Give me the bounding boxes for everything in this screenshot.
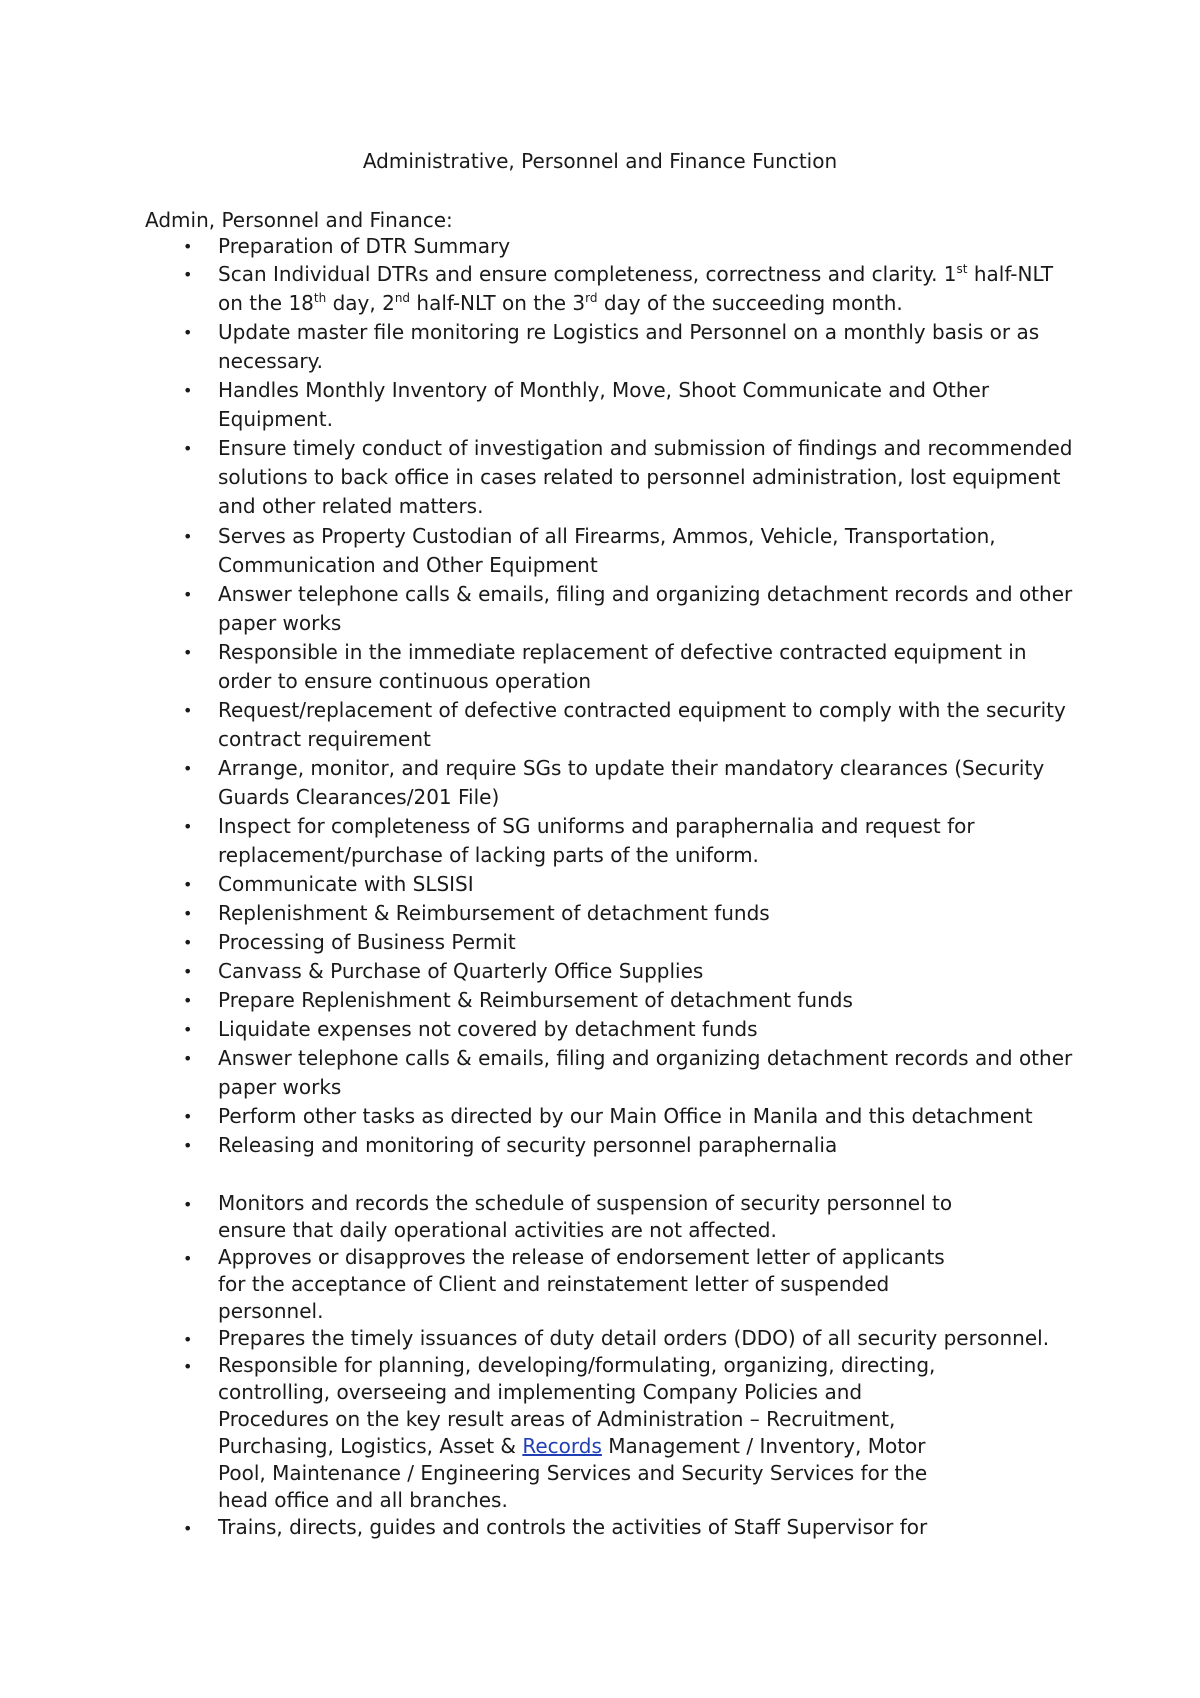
bullet-icon: • [183,1330,193,1349]
bullet-icon: • [183,1195,193,1214]
list-item-text: and other related matters. [218,494,484,518]
bullet-icon: • [183,1107,193,1126]
list-item-text: Replenishment & Reimbursement of detachment funds [218,901,770,925]
list-item-text: Scan Individual DTRs and ensure completeness, correctness and clarity. 1st half-NLT [218,262,1054,286]
list-item-text: Responsible in the immediate replacement of defective contracted equipment in [218,640,1027,664]
list-item-text: Liquidate expenses not covered by detachment funds [218,1017,758,1041]
list-item-text: Preparation of DTR Summary [218,234,511,258]
list-item-text: Arrange, monitor, and require SGs to update their mandatory clearances (Security [218,756,1045,780]
list-item-text: Serves as Property Custodian of all Firearms, Ammos, Vehicle, Transportation, [218,524,996,548]
list-item-text: Prepare Replenishment & Reimbursement of detachment funds [218,988,853,1012]
bullet-icon: • [183,1249,193,1268]
list-item-text: Releasing and monitoring of security personnel paraphernalia [218,1133,838,1157]
bullet-icon: • [183,991,193,1010]
list-item-text: paper works [218,1075,342,1099]
list-item-text: contract requirement [218,727,431,751]
bullet-icon: • [183,904,193,923]
bullet-icon: • [183,701,193,720]
list-item-text: Answer telephone calls & emails, filing and organizing detachment records and other [218,582,1073,606]
list-item-text: for the acceptance of Client and reinstatement letter of suspended [218,1272,890,1296]
bullet-icon: • [183,1049,193,1068]
list-item-text: Pool, Maintenance / Engineering Services and Security Services for the [218,1461,928,1485]
list-item-text: Guards Clearances/201 File) [218,785,500,809]
list-item-text: Approves or disapproves the release of endorsement letter of applicants [218,1245,945,1269]
list-item-text: Purchasing, Logistics, Asset & Records Management / Inventory, Motor [218,1434,926,1458]
list-item-text: Communication and Other Equipment [218,553,598,577]
list-item-text: Responsible for planning, developing/formulating, organizing, directing, [218,1353,936,1377]
bullet-icon: • [183,439,193,458]
list-item-text: Prepares the timely issuances of duty detail orders (DDO) of all security personnel. [218,1326,1050,1350]
bullet-icon: • [183,1136,193,1155]
bullet-icon: • [183,817,193,836]
list-item-text: Communicate with SLSISI [218,872,474,896]
list-item-text: Monitors and records the schedule of suspension of security personnel to [218,1191,953,1215]
bullet-icon: • [183,962,193,981]
bullet-icon: • [183,875,193,894]
list-item-text: order to ensure continuous operation [218,669,592,693]
list-item-text: Ensure timely conduct of investigation and submission of findings and recommended [218,436,1073,460]
list-item-text: Processing of Business Permit [218,930,516,954]
list-item-text: ensure that daily operational activities are not affected. [218,1218,777,1242]
bullet-icon: • [183,237,193,256]
bullet-icon: • [183,265,193,284]
list-item-text: Canvass & Purchase of Quarterly Office Supplies [218,959,704,983]
list-item-text: on the 18th day, 2nd half-NLT on the 3rd day of the succeeding month. [218,291,903,315]
list-item-text: Inspect for completeness of SG uniforms and paraphernalia and request for [218,814,975,838]
list-item-text: Answer telephone calls & emails, filing and organizing detachment records and other [218,1046,1073,1070]
list-item-text: Handles Monthly Inventory of Monthly, Move, Shoot Communicate and Other [218,378,990,402]
bullet-icon: • [183,643,193,662]
bullet-icon: • [183,381,193,400]
list-item-text: personnel. [218,1299,324,1323]
list-item-text: Update master file monitoring re Logistics and Personnel on a monthly basis or as [218,320,1040,344]
list-item-text: Perform other tasks as directed by our Main Office in Manila and this detachment [218,1104,1033,1128]
bullet-icon: • [183,759,193,778]
records-link[interactable]: Records [522,1434,602,1458]
list-item-text: paper works [218,611,342,635]
list-item-text: replacement/purchase of lacking parts of the uniform. [218,843,759,867]
list-item-text: head office and all branches. [218,1488,508,1512]
list-item-text: Request/replacement of defective contracted equipment to comply with the security [218,698,1066,722]
list-item-text: controlling, overseeing and implementing Company Policies and [218,1380,863,1404]
bullet-icon: • [183,323,193,342]
bullet-icon: • [183,585,193,604]
list-item-text: Trains, directs, guides and controls the activities of Staff Supervisor for [218,1515,928,1539]
section-heading: Admin, Personnel and Finance: [145,208,453,232]
list-item-text: Equipment. [218,407,333,431]
list-item-text: Procedures on the key result areas of Administration – Recruitment, [218,1407,896,1431]
bullet-icon: • [183,527,193,546]
page-title: Administrative, Personnel and Finance Function [362,149,838,173]
bullet-icon: • [183,933,193,952]
list-item-text: solutions to back office in cases related to personnel administration, lost equipment [218,465,1061,489]
bullet-icon: • [183,1519,193,1538]
bullet-icon: • [183,1357,193,1376]
list-item-text: necessary. [218,349,323,373]
bullet-icon: • [183,1020,193,1039]
